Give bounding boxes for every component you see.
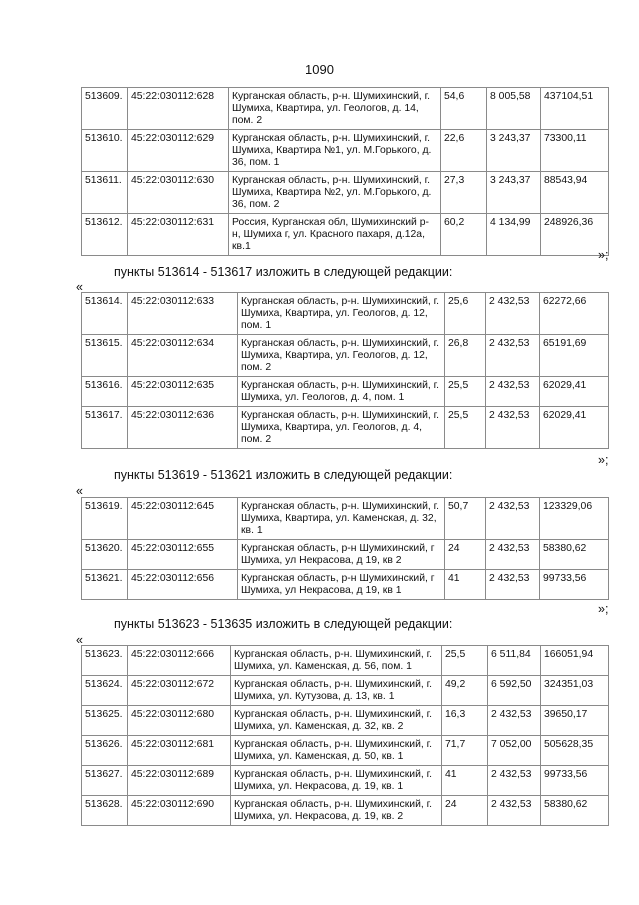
table-row — [82, 736, 609, 766]
price-cell: 2 432,53 — [488, 796, 541, 826]
table-row — [82, 766, 609, 796]
price-cell: 2 432,53 — [486, 570, 540, 600]
table-2 — [81, 292, 609, 449]
table-row — [82, 88, 609, 130]
value-cell: 62029,41 — [540, 377, 609, 407]
row-number-cell: 513610. — [82, 130, 128, 172]
price-cell: 3 243,37 — [487, 172, 541, 214]
opening-quote: « — [76, 280, 83, 294]
cadastral-number-cell: 45:22:030112:633 — [128, 293, 238, 335]
row-number-cell: 513616. — [82, 377, 128, 407]
value-cell: 39650,17 — [541, 706, 609, 736]
cadastral-number-cell: 45:22:030112:636 — [128, 407, 238, 449]
value-cell: 437104,51 — [541, 88, 609, 130]
row-number-cell: 513627. — [82, 766, 128, 796]
row-number-cell: 513609. — [82, 88, 128, 130]
area-cell: 41 — [445, 570, 486, 600]
table-row — [82, 706, 609, 736]
page-number: 1090 — [305, 62, 334, 77]
value-cell: 166051,94 — [541, 646, 609, 676]
cadastral-number-cell: 45:22:030112:630 — [128, 172, 229, 214]
address-cell: Курганская область, р-н. Шумихинский, г. Шумиха, ул. Некрасова, д. 19, кв. 2 — [231, 796, 442, 826]
value-cell: 58380,62 — [540, 540, 609, 570]
address-cell: Курганская область, р-н. Шумихинский, г. Шумиха, ул. Геологов, д. 4, пом. 1 — [238, 377, 445, 407]
value-cell: 62029,41 — [540, 407, 609, 449]
value-cell: 123329,06 — [540, 498, 609, 540]
table-1 — [81, 87, 609, 256]
area-cell: 25,5 — [445, 377, 486, 407]
table-row — [82, 407, 609, 449]
area-cell: 24 — [445, 540, 486, 570]
cadastral-number-cell: 45:22:030112:635 — [128, 377, 238, 407]
row-number-cell: 513611. — [82, 172, 128, 214]
section-heading: пункты 513623 - 513635 изложить в следующей редакции: — [114, 617, 453, 631]
price-cell: 7 052,00 — [488, 736, 541, 766]
price-cell: 2 432,53 — [488, 766, 541, 796]
opening-quote: « — [76, 484, 83, 498]
area-cell: 54,6 — [441, 88, 487, 130]
table-row — [82, 498, 609, 540]
table-row — [82, 796, 609, 826]
price-cell: 2 432,53 — [486, 377, 540, 407]
section-heading: пункты 513619 - 513621 изложить в следующей редакции: — [114, 468, 453, 482]
area-cell: 16,3 — [442, 706, 488, 736]
table-3 — [81, 497, 609, 600]
value-cell: 62272,66 — [540, 293, 609, 335]
table-row — [82, 130, 609, 172]
value-cell: 88543,94 — [541, 172, 609, 214]
cadastral-number-cell: 45:22:030112:690 — [128, 796, 231, 826]
address-cell: Курганская область, р-н. Шумихинский, г. Шумиха, Квартира, ул. Геологов, д. 12, пом. 2 — [238, 335, 445, 377]
table-body — [82, 646, 609, 826]
row-number-cell: 513625. — [82, 706, 128, 736]
price-cell: 2 432,53 — [486, 498, 540, 540]
cadastral-number-cell: 45:22:030112:672 — [128, 676, 231, 706]
row-number-cell: 513623. — [82, 646, 128, 676]
table-row — [82, 172, 609, 214]
address-cell: Курганская область, р-н. Шумихинский, г. Шумиха, ул. Кутузова, д. 13, кв. 1 — [231, 676, 442, 706]
cadastral-number-cell: 45:22:030112:629 — [128, 130, 229, 172]
address-cell: Курганская область, р-н. Шумихинский, г. Шумиха, ул. Каменская, д. 56, пом. 1 — [231, 646, 442, 676]
area-cell: 41 — [442, 766, 488, 796]
address-cell: Курганская область, р-н. Шумихинский, г. Шумиха, Квартира, ул. Геологов, д. 14, пом. 2 — [229, 88, 441, 130]
table-4 — [81, 645, 609, 826]
row-number-cell: 513619. — [82, 498, 128, 540]
closing-quote: »; — [598, 602, 609, 616]
address-cell: Курганская область, р-н. Шумихинский, г. Шумиха, ул. Некрасова, д. 19, кв. 1 — [231, 766, 442, 796]
row-number-cell: 513628. — [82, 796, 128, 826]
table-row — [82, 646, 609, 676]
value-cell: 99733,56 — [540, 570, 609, 600]
closing-quote: »; — [598, 453, 609, 467]
price-cell: 2 432,53 — [486, 407, 540, 449]
address-cell: Россия, Курганская обл, Шумихинский р-н, Шумиха г, ул. Красного пахаря, д.12а, кв.1 — [229, 214, 441, 256]
price-cell: 2 432,53 — [486, 293, 540, 335]
address-cell: Курганская область, р-н. Шумихинский, г. Шумиха, Квартира, ул. Геологов, д. 12, пом. 1 — [238, 293, 445, 335]
address-cell: Курганская область, р-н. Шумихинский, г. Шумиха, ул. Каменская, д. 50, кв. 1 — [231, 736, 442, 766]
cadastral-number-cell: 45:22:030112:634 — [128, 335, 238, 377]
opening-quote: « — [76, 633, 83, 647]
area-cell: 25,5 — [445, 407, 486, 449]
value-cell: 73300,11 — [541, 130, 609, 172]
section-heading: пункты 513614 - 513617 изложить в следующей редакции: — [114, 265, 453, 279]
area-cell: 22,6 — [441, 130, 487, 172]
address-cell: Курганская область, р-н. Шумихинский, г. Шумиха, Квартира №2, ул. М.Горького, д. 36, пом. 2 — [229, 172, 441, 214]
cadastral-number-cell: 45:22:030112:628 — [128, 88, 229, 130]
row-number-cell: 513626. — [82, 736, 128, 766]
row-number-cell: 513614. — [82, 293, 128, 335]
cadastral-number-cell: 45:22:030112:666 — [128, 646, 231, 676]
table-row — [82, 676, 609, 706]
price-cell: 2 432,53 — [486, 335, 540, 377]
area-cell: 71,7 — [442, 736, 488, 766]
area-cell: 60,2 — [441, 214, 487, 256]
price-cell: 3 243,37 — [487, 130, 541, 172]
row-number-cell: 513620. — [82, 540, 128, 570]
price-cell: 8 005,58 — [487, 88, 541, 130]
closing-quote: »; — [598, 248, 609, 262]
cadastral-number-cell: 45:22:030112:680 — [128, 706, 231, 736]
value-cell: 58380,62 — [541, 796, 609, 826]
area-cell: 25,5 — [442, 646, 488, 676]
area-cell: 27,3 — [441, 172, 487, 214]
row-number-cell: 513621. — [82, 570, 128, 600]
price-cell: 2 432,53 — [488, 706, 541, 736]
table-row — [82, 540, 609, 570]
price-cell: 2 432,53 — [486, 540, 540, 570]
address-cell: Курганская область, р-н. Шумихинский, г. Шумиха, Квартира, ул. Каменская, д. 32, кв. 1 — [238, 498, 445, 540]
value-cell: 505628,35 — [541, 736, 609, 766]
value-cell: 248926,36 — [541, 214, 609, 256]
table-row — [82, 293, 609, 335]
table-row — [82, 570, 609, 600]
cadastral-number-cell: 45:22:030112:681 — [128, 736, 231, 766]
area-cell: 24 — [442, 796, 488, 826]
cadastral-number-cell: 45:22:030112:656 — [128, 570, 238, 600]
row-number-cell: 513612. — [82, 214, 128, 256]
table-row — [82, 335, 609, 377]
price-cell: 4 134,99 — [487, 214, 541, 256]
address-cell: Курганская область, р-н. Шумихинский, г. Шумиха, Квартира №1, ул. М.Горького, д. 36, пом. 1 — [229, 130, 441, 172]
cadastral-number-cell: 45:22:030112:631 — [128, 214, 229, 256]
table-body — [82, 293, 609, 449]
price-cell: 6 511,84 — [488, 646, 541, 676]
address-cell: Курганская область, р-н Шумихинский, г Шумиха, ул Некрасова, д 19, кв 1 — [238, 570, 445, 600]
cadastral-number-cell: 45:22:030112:689 — [128, 766, 231, 796]
price-cell: 6 592,50 — [488, 676, 541, 706]
value-cell: 65191,69 — [540, 335, 609, 377]
cadastral-number-cell: 45:22:030112:655 — [128, 540, 238, 570]
table-row — [82, 214, 609, 256]
area-cell: 26,8 — [445, 335, 486, 377]
area-cell: 50,7 — [445, 498, 486, 540]
row-number-cell: 513624. — [82, 676, 128, 706]
address-cell: Курганская область, р-н Шумихинский, г Шумиха, ул Некрасова, д 19, кв 2 — [238, 540, 445, 570]
address-cell: Курганская область, р-н. Шумихинский, г. Шумиха, ул. Каменская, д. 32, кв. 2 — [231, 706, 442, 736]
table-body — [82, 498, 609, 600]
value-cell: 99733,56 — [541, 766, 609, 796]
table-body — [82, 88, 609, 256]
row-number-cell: 513615. — [82, 335, 128, 377]
table-row — [82, 377, 609, 407]
area-cell: 25,6 — [445, 293, 486, 335]
value-cell: 324351,03 — [541, 676, 609, 706]
address-cell: Курганская область, р-н. Шумихинский, г. Шумиха, Квартира, ул. Геологов, д. 4, пом. 2 — [238, 407, 445, 449]
cadastral-number-cell: 45:22:030112:645 — [128, 498, 238, 540]
row-number-cell: 513617. — [82, 407, 128, 449]
area-cell: 49,2 — [442, 676, 488, 706]
